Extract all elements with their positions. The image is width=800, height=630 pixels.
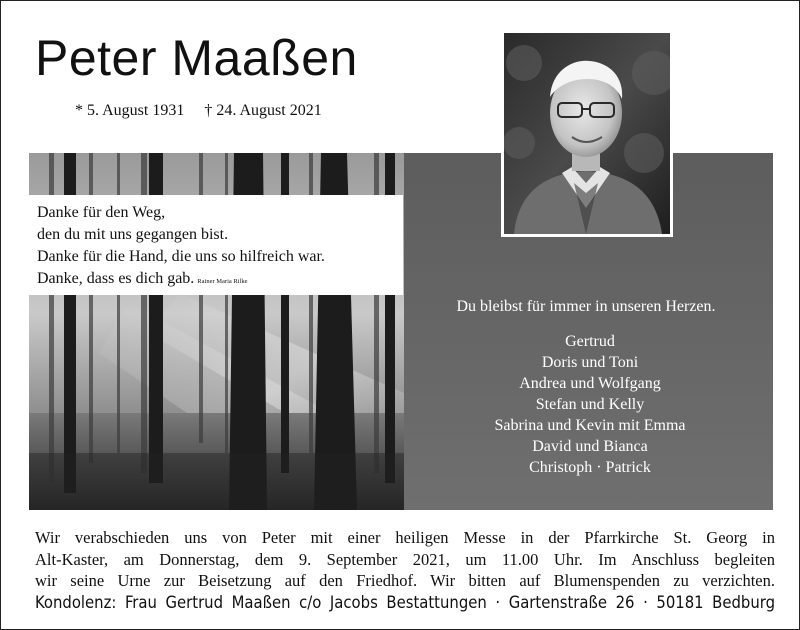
quote-line: Danke für den Weg, [37,204,166,221]
mourner-name: Doris und Toni [541,354,639,371]
mourner-name: Stefan und Kelly [535,396,645,413]
service-announcement [35,527,775,613]
announcement-line: wir seine Urne zur Beisetzung auf den Friedhof. Wir bitten auf Blumenspenden zu verzichten. [35,571,775,590]
motto-text: Du bleibst für immer in unseren Herzen. [456,298,716,315]
mourner-name: Sabrina und Kevin mit Emma [494,417,686,434]
mourners-list [399,331,781,478]
mourner-name: Andrea und Wolfgang [519,375,661,392]
quote-author: Rainer Maria Rilke [197,278,248,285]
birth-date: * 5. August 1931 [75,102,185,119]
death-date: † 24. August 2021 [204,102,322,119]
announcement-line: Alt-Kaster, am Donnerstag, dem 9. September 2021, um 11.00 Uhr. Im Anschluss begleiten [35,549,775,569]
announcement-line: Wir verabschieden uns von Peter mit einer heiligen Messe in der Pfarrkirche St. Georg in [35,528,775,547]
quote-line: Danke für die Hand, die uns so hilfreich war. [37,248,325,265]
quote-box [29,195,403,295]
deceased-name: Peter Maaßen [35,30,358,86]
quote-line: Danke, dass es dich gab. [37,270,195,287]
mourner-name: Christoph · Patrick [529,459,651,476]
mourner-name: Gertrud [565,333,615,350]
portrait-photo [501,30,673,237]
life-dates [75,102,322,120]
mourner-name: David und Bianca [532,438,648,455]
quote-line-last [37,271,247,287]
condolence-address: Kondolenz: Frau Gertrud Maaßen c/o Jacobs Bestattungen · Gartenstraße 26 · 50181 Bedburg [35,592,775,612]
quote-line: den du mit uns gegangen bist. [37,226,229,243]
